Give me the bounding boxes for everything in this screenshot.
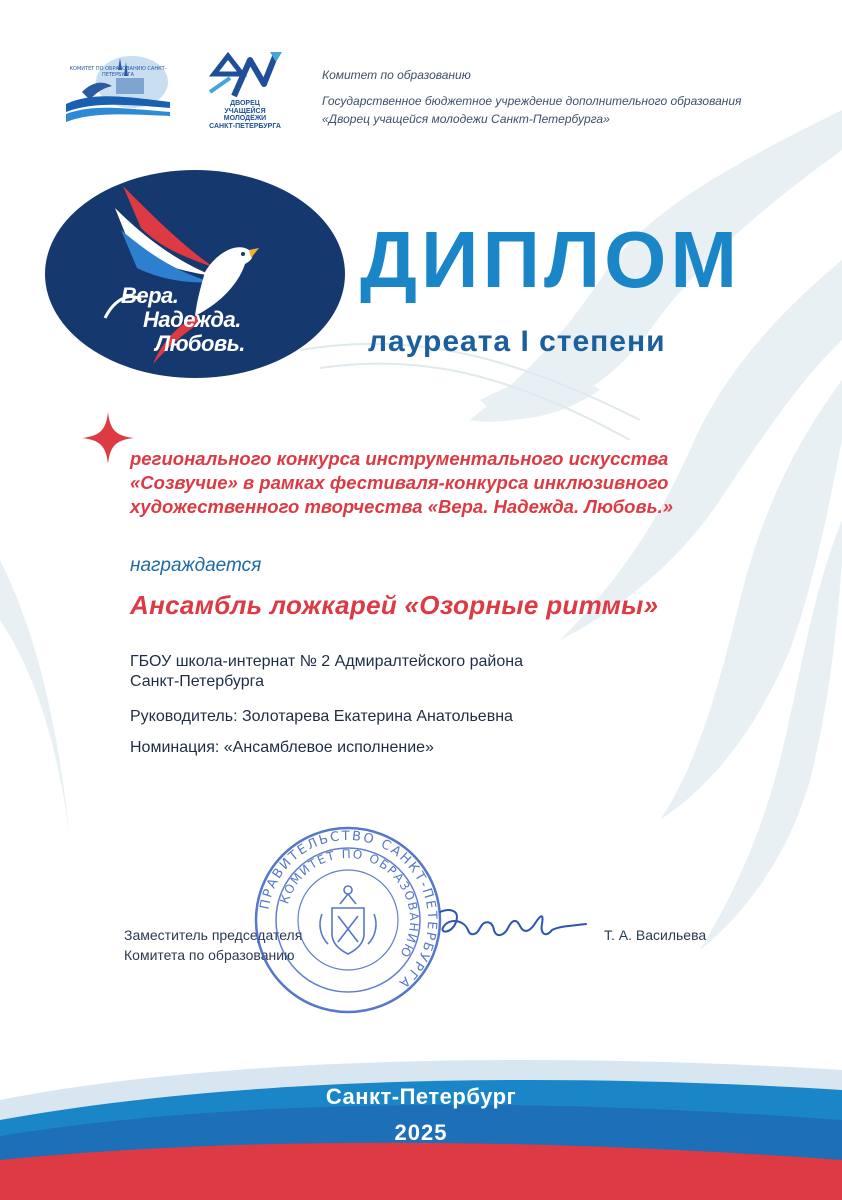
school-name: ГБОУ школа-интернат № 2 Адмиралтейского района Санкт-Петербурга <box>130 653 523 690</box>
organization-committee: Комитет по образованию <box>322 68 471 82</box>
committee-logo <box>62 52 174 132</box>
festival-word-love: Любовь. <box>155 331 245 356</box>
organization-institution: Государственное бюджетное учреждение дополнительного образования <box>322 94 742 108</box>
seal-outer-text: ПРАВИТЕЛЬСТВО САНКТ-ПЕТЕРБУРГА <box>257 828 440 992</box>
sparkle-icon <box>80 410 136 466</box>
palace-logo-text: ДВОРЕЦ УЧАЩЕЙСЯ МОЛОДЁЖИ САНКТ-ПЕТЕРБУРГА <box>209 100 281 130</box>
winner-name: Ансамбль ложкарей «Озорные ритмы» <box>130 590 659 620</box>
leader-name: Руководитель: Золотарева Екатерина Анатольевна <box>130 708 513 725</box>
festival-logo <box>45 168 345 380</box>
signatory-position: Заместитель председателя Комитета по образованию <box>124 927 303 963</box>
organization-palace: «Дворец учащейся молодежи Санкт-Петербурга» <box>322 112 610 126</box>
awarded-label: награждается <box>130 555 262 576</box>
official-seal <box>252 824 444 1016</box>
signature <box>420 890 590 960</box>
diploma-subtitle: лауреата I степени <box>368 325 666 358</box>
footer-city: Санкт-Петербург <box>325 1084 517 1109</box>
contest-description: регионального конкурса инструментального искусства «Созвучие» в рамках фестиваля-конкурса инклюзивного художественного творчества «Вера. Надежда. Любовь.» <box>130 448 674 517</box>
signatory-name: Т. А. Васильева <box>604 927 707 943</box>
footer-year: 2025 <box>394 1120 448 1145</box>
palace-logo <box>200 48 290 133</box>
festival-word-faith: Вера. <box>121 283 179 308</box>
festival-word-hope: Надежда. <box>143 307 241 332</box>
committee-logo-text: КОМИТЕТ ПО ОБРАЗОВАНИЮ САНКТ-ПЕТЕРБУРГА <box>69 66 167 78</box>
diploma-title: ДИПЛОМ <box>360 215 741 304</box>
seal-inner-text: КОМИТЕТ ПО ОБРАЗОВАНИЮ <box>277 846 422 961</box>
nomination: Номинация: «Ансамблевое исполнение» <box>130 739 434 756</box>
organization-header <box>322 66 802 128</box>
coat-of-arms-icon <box>320 886 376 954</box>
